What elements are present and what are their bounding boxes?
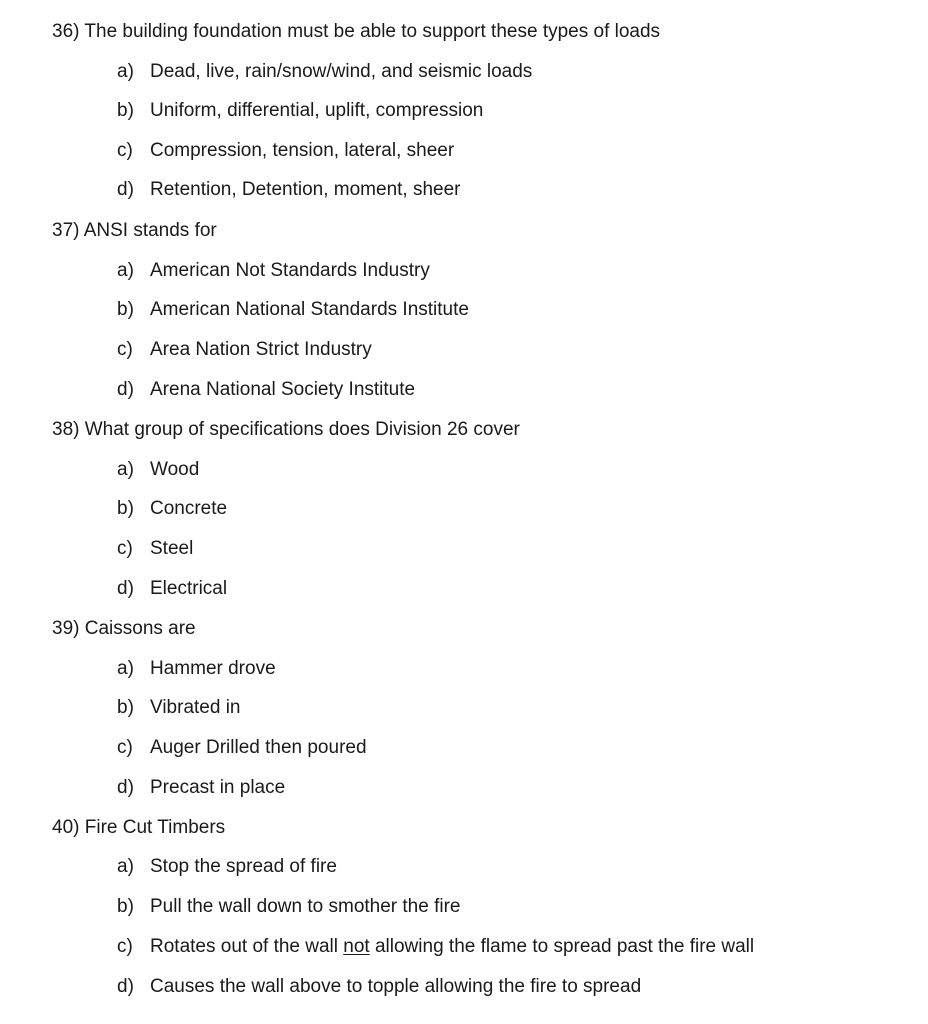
option-text: Compression, tension, lateral, sheer [150, 140, 455, 161]
option-text: Uniform, differential, uplift, compression [150, 100, 484, 121]
option-letter: d) [117, 379, 134, 400]
option-letter: a) [117, 260, 134, 281]
option-text: Stop the spread of fire [150, 856, 337, 877]
question-40-option-a [117, 855, 337, 879]
option-text [150, 936, 754, 957]
option-letter: c) [117, 737, 133, 758]
question-39-option-b [117, 696, 241, 720]
option-text: Retention, Detention, moment, sheer [150, 179, 461, 200]
option-text: Dead, live, rain/snow/wind, and seismic loads [150, 61, 533, 82]
question-38: 38) What group of specifications does Division 26 cover [52, 419, 520, 440]
question-38-option-a [117, 458, 199, 482]
question-36-option-b [117, 99, 483, 123]
question-36-option-c [117, 139, 454, 163]
option-text-underlined: not [343, 936, 370, 957]
option-letter: d) [117, 777, 134, 798]
option-text: Concrete [150, 498, 228, 519]
option-text: Steel [150, 538, 194, 559]
option-letter: c) [117, 936, 133, 957]
option-text: Wood [150, 459, 200, 480]
option-text: Area Nation Strict Industry [150, 339, 372, 360]
question-40-option-b [117, 895, 461, 919]
option-text: Causes the wall above to topple allowing the fire to spread [150, 976, 642, 997]
option-letter: b) [117, 498, 134, 519]
question-39-option-a [117, 657, 276, 681]
question-37-option-a [117, 259, 430, 283]
question-38-option-d [117, 577, 227, 601]
option-letter: c) [117, 140, 133, 161]
question-39-option-c [117, 736, 367, 760]
question-37: 37) ANSI stands for [52, 220, 217, 241]
option-text: Vibrated in [150, 697, 241, 718]
option-text: Auger Drilled then poured [150, 737, 367, 758]
option-text: Pull the wall down to smother the fire [150, 896, 461, 917]
option-letter: a) [117, 856, 134, 877]
option-letter: b) [117, 100, 134, 121]
option-text: Hammer drove [150, 658, 276, 679]
option-letter: a) [117, 459, 134, 480]
option-letter: a) [117, 658, 134, 679]
option-text: Arena National Society Institute [150, 379, 416, 400]
option-text: Electrical [150, 578, 228, 599]
option-text-after: allowing the flame to spread past the fire wall [369, 936, 755, 957]
option-letter: a) [117, 61, 134, 82]
option-letter: b) [117, 299, 134, 320]
question-40-option-d [117, 975, 641, 999]
question-36-option-a [117, 60, 532, 84]
option-letter: b) [117, 697, 134, 718]
question-37-option-d [117, 378, 415, 402]
question-38-option-c [117, 537, 193, 561]
option-text: American Not Standards Industry [150, 260, 430, 281]
option-letter: d) [117, 578, 134, 599]
option-letter: b) [117, 896, 134, 917]
question-38-option-b [117, 497, 227, 521]
question-36: 36) The building foundation must be able to support these types of loads [52, 21, 661, 42]
question-39: 39) Caissons are [52, 618, 196, 639]
question-39-option-d [117, 776, 285, 800]
question-40-option-c [117, 935, 754, 959]
question-37-option-b [117, 298, 469, 322]
question-36-option-d [117, 178, 461, 202]
option-letter: c) [117, 339, 133, 360]
question-37-option-c [117, 338, 372, 362]
option-text: Precast in place [150, 777, 286, 798]
option-letter: c) [117, 538, 133, 559]
question-40: 40) Fire Cut Timbers [52, 817, 226, 838]
option-letter: d) [117, 976, 134, 997]
option-letter: d) [117, 179, 134, 200]
option-text-before: Rotates out of the wall [150, 936, 344, 957]
option-text: American National Standards Institute [150, 299, 469, 320]
